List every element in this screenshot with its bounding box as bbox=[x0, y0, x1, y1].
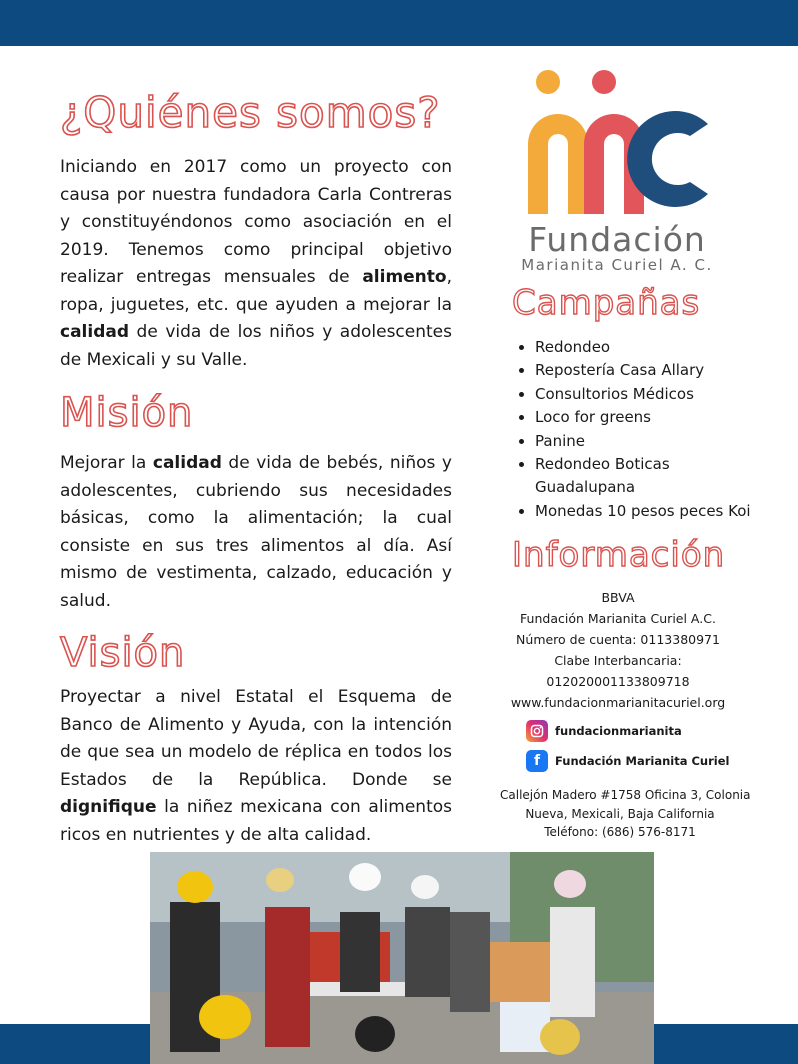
logo-red-dot bbox=[592, 70, 616, 94]
bank-name: BBVA bbox=[601, 590, 635, 605]
facebook-icon: f bbox=[526, 750, 548, 772]
vision-paragraph bbox=[60, 684, 452, 849]
website-link[interactable]: www.fundacionmarianitacuriel.org bbox=[510, 695, 726, 710]
vision-text-a: Proyectar a nivel Estatal el Esquema de Banco de Alimento y Ayuda, con la intención de que sea un modelo de réplica en todos los Estados de la República. Donde se bbox=[60, 687, 452, 790]
clabe-label: Clabe Interbancaria: bbox=[554, 653, 682, 668]
children-donation-photo bbox=[150, 852, 654, 1064]
campaign-item: • Consultorios Médicos bbox=[535, 383, 755, 406]
quienes-bold-calidad: calidad bbox=[60, 322, 130, 342]
mision-paragraph bbox=[60, 450, 452, 615]
quienes-bold-alimento: alimento bbox=[362, 267, 447, 287]
heading-mision: Misión bbox=[60, 390, 194, 436]
account-holder: Fundación Marianita Curiel A.C. bbox=[520, 611, 716, 626]
campaign-item: • Repostería Casa Allary bbox=[535, 359, 755, 382]
logo-name: Fundación bbox=[528, 220, 706, 259]
quienes-text-b: , ropa, juguetes, etc. que ayuden a mejorar la bbox=[60, 267, 452, 315]
phone-number: Teléfono: (686) 576-8171 bbox=[544, 825, 696, 839]
quienes-somos-paragraph bbox=[60, 154, 452, 374]
address-line-1: Callejón Madero #1758 Oficina 3, Colonia bbox=[500, 788, 751, 802]
campaign-item: • Loco for greens bbox=[535, 406, 755, 429]
quienes-text-c: de vida de los niños y adolescentes de Mexicali y su Valle. bbox=[60, 322, 452, 370]
facebook-handle: Fundación Marianita Curiel bbox=[555, 754, 730, 768]
heading-campanas: Campañas bbox=[512, 283, 701, 323]
quienes-text-a: Iniciando en 2017 como un proyecto con causa por nuestra fundadora Carla Contreras y constituyéndonos como asociación en el 2019. Tenemos como principal objetivo realizar entregas mensuales de bbox=[60, 157, 452, 287]
mision-text-a: Mejorar la bbox=[60, 453, 153, 473]
instagram-link[interactable] bbox=[526, 720, 682, 742]
address-block bbox=[500, 786, 751, 842]
facebook-link[interactable] bbox=[526, 750, 729, 772]
heading-quienes-somos: ¿Quiénes somos? bbox=[60, 88, 441, 137]
logo-orange-arch bbox=[528, 114, 588, 214]
vision-text-b: la niñez mexicana con alimentos ricos en nutrientes y de alta calidad. bbox=[60, 797, 452, 845]
campaign-item: • Redondeo bbox=[535, 336, 755, 359]
campaign-item: • Redondeo Boticas Guadalupana bbox=[535, 453, 755, 500]
address-line-2: Nueva, Mexicali, Baja California bbox=[525, 806, 715, 821]
heading-vision: Visión bbox=[60, 630, 186, 676]
mision-bold-calidad: calidad bbox=[152, 453, 222, 473]
bank-info bbox=[500, 587, 736, 713]
logo-subtitle: Marianita Curiel A. C. bbox=[521, 256, 713, 274]
campaign-list bbox=[515, 336, 755, 523]
vision-bold-dignifique: dignifique bbox=[60, 797, 157, 817]
fundacion-logo-mark bbox=[522, 64, 712, 224]
clabe-number: 012020001133809718 bbox=[546, 674, 690, 689]
logo-orange-dot bbox=[536, 70, 560, 94]
instagram-handle: fundacionmarianita bbox=[555, 724, 682, 738]
account-number: Número de cuenta: 0113380971 bbox=[516, 632, 720, 647]
heading-informacion: Información bbox=[512, 535, 726, 575]
mision-text-b: de vida de bebés, niños y adolescentes, cubriendo sus necesidades básicas, como la alimentación; la cual consiste en sus tres alimentos al día. Así mismo de vestimenta, calzado, educación y salud. bbox=[60, 453, 452, 611]
campaign-item: • Panine bbox=[535, 430, 755, 453]
campaign-item: • Monedas 10 pesos peces Koi bbox=[535, 500, 755, 523]
instagram-icon bbox=[526, 720, 548, 742]
top-banner-bar bbox=[0, 0, 798, 46]
